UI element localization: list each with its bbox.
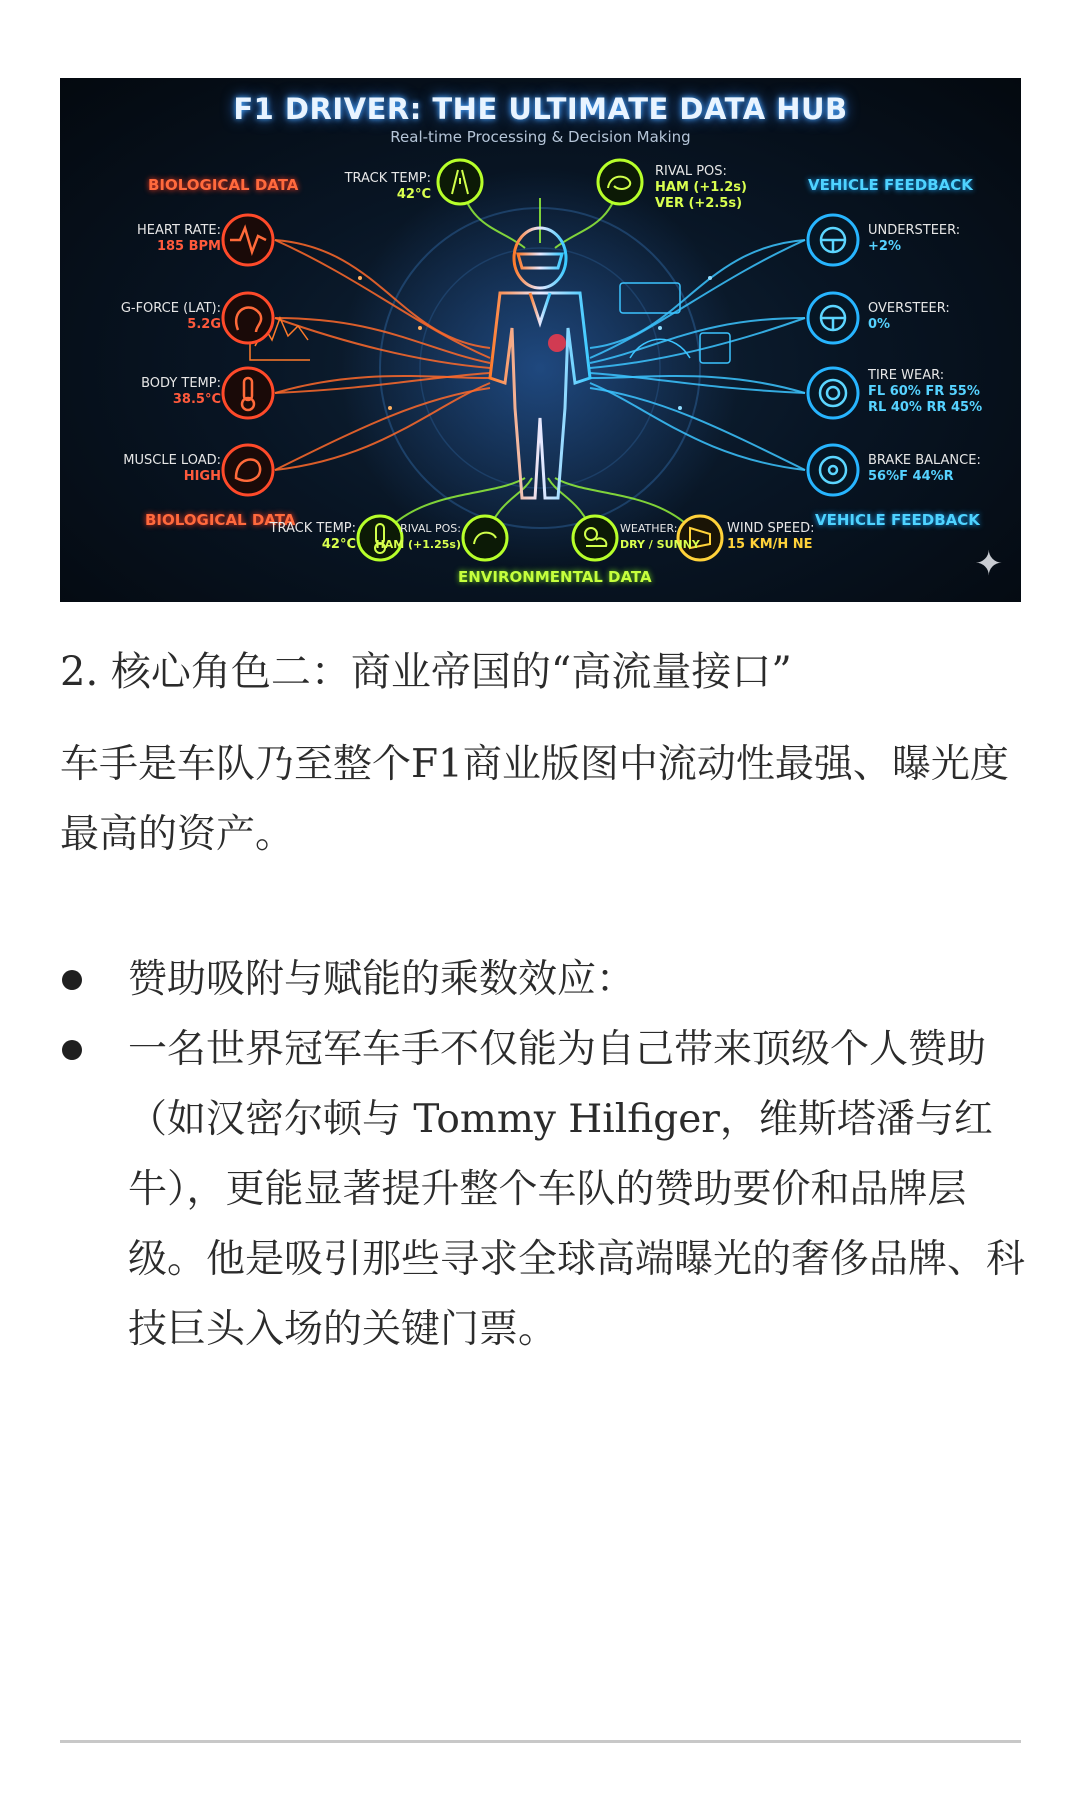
top-track-temp-readout: TRACK TEMP: 42°C [344, 171, 431, 202]
top-rival-pos-readout: RIVAL POS: HAM (+1.2s) VER (+2.5s) [655, 164, 747, 211]
env-rival-pos-readout: RIVAL POS: HAM (+1.25s) [375, 522, 461, 551]
bullet-icon [62, 970, 82, 990]
divider [60, 1740, 1021, 1743]
list-item: 赞助吸附与赋能的乘数效应： [60, 945, 1025, 1015]
infographic-title: F1 DRIVER: THE ULTIMATE DATA HUB [233, 92, 848, 126]
biological-section-title-bottom: BIOLOGICAL DATA [145, 511, 296, 529]
sparkle-icon: ✦ [974, 544, 1003, 584]
weather-readout: WEATHER: DRY / SUNNY [620, 522, 700, 551]
bullet-icon [62, 1040, 82, 1060]
body-temp-readout: BODY TEMP: 38.5°C [141, 376, 221, 407]
muscle-icon-ring [223, 445, 273, 495]
tire-wear-readout: TIRE WEAR: FL 60% FR 55% RL 40% RR 45% [868, 368, 983, 415]
vehicle-section-title-bottom: VEHICLE FEEDBACK [815, 511, 980, 529]
infographic-subtitle: Real-time Processing & Decision Making [390, 128, 691, 146]
muscle-load-readout: MUSCLE LOAD: HIGH [123, 453, 221, 484]
oversteer-readout: OVERSTEER: 0% [868, 301, 950, 332]
g-force-readout: G-FORCE (LAT): 5.2G [120, 301, 221, 332]
intro-paragraph: 车手是车队乃至整个F1商业版图中流动性最强、曝光度最高的资产。 [60, 742, 1009, 857]
brake-balance-readout: BRAKE BALANCE: 56%F 44%R [868, 453, 981, 484]
head-icon-ring [223, 293, 273, 343]
environmental-section-title: ENVIRONMENTAL DATA [458, 568, 652, 586]
list-item: 一名世界冠军车手不仅能为自己带来顶级个人赞助（如汉密尔顿与 Tommy Hilfiger，维斯塔潘与红牛），更能显著提升整个车队的赞助要价和品牌层级。他是吸引那些寻求全球高端曝光的奢侈品牌、科技巨头入场的关键门票。 [60, 1015, 1025, 1365]
hero-infographic [60, 78, 1021, 602]
bullet-list [60, 945, 1025, 1365]
env-track-temp-readout: TRACK TEMP: 42°C [269, 521, 356, 552]
wind-speed-readout: WIND SPEED: 15 KM/H NE [727, 521, 815, 552]
biological-section-title-top: BIOLOGICAL DATA [148, 176, 299, 194]
section-heading: 2. 核心角色二：商业帝国的“高流量接口” [60, 649, 792, 695]
vehicle-section-title-top: VEHICLE FEEDBACK [808, 176, 973, 194]
understeer-readout: UNDERSTEER: +2% [868, 223, 961, 254]
heart-rate-readout: HEART RATE: 185 BPM [137, 223, 221, 254]
